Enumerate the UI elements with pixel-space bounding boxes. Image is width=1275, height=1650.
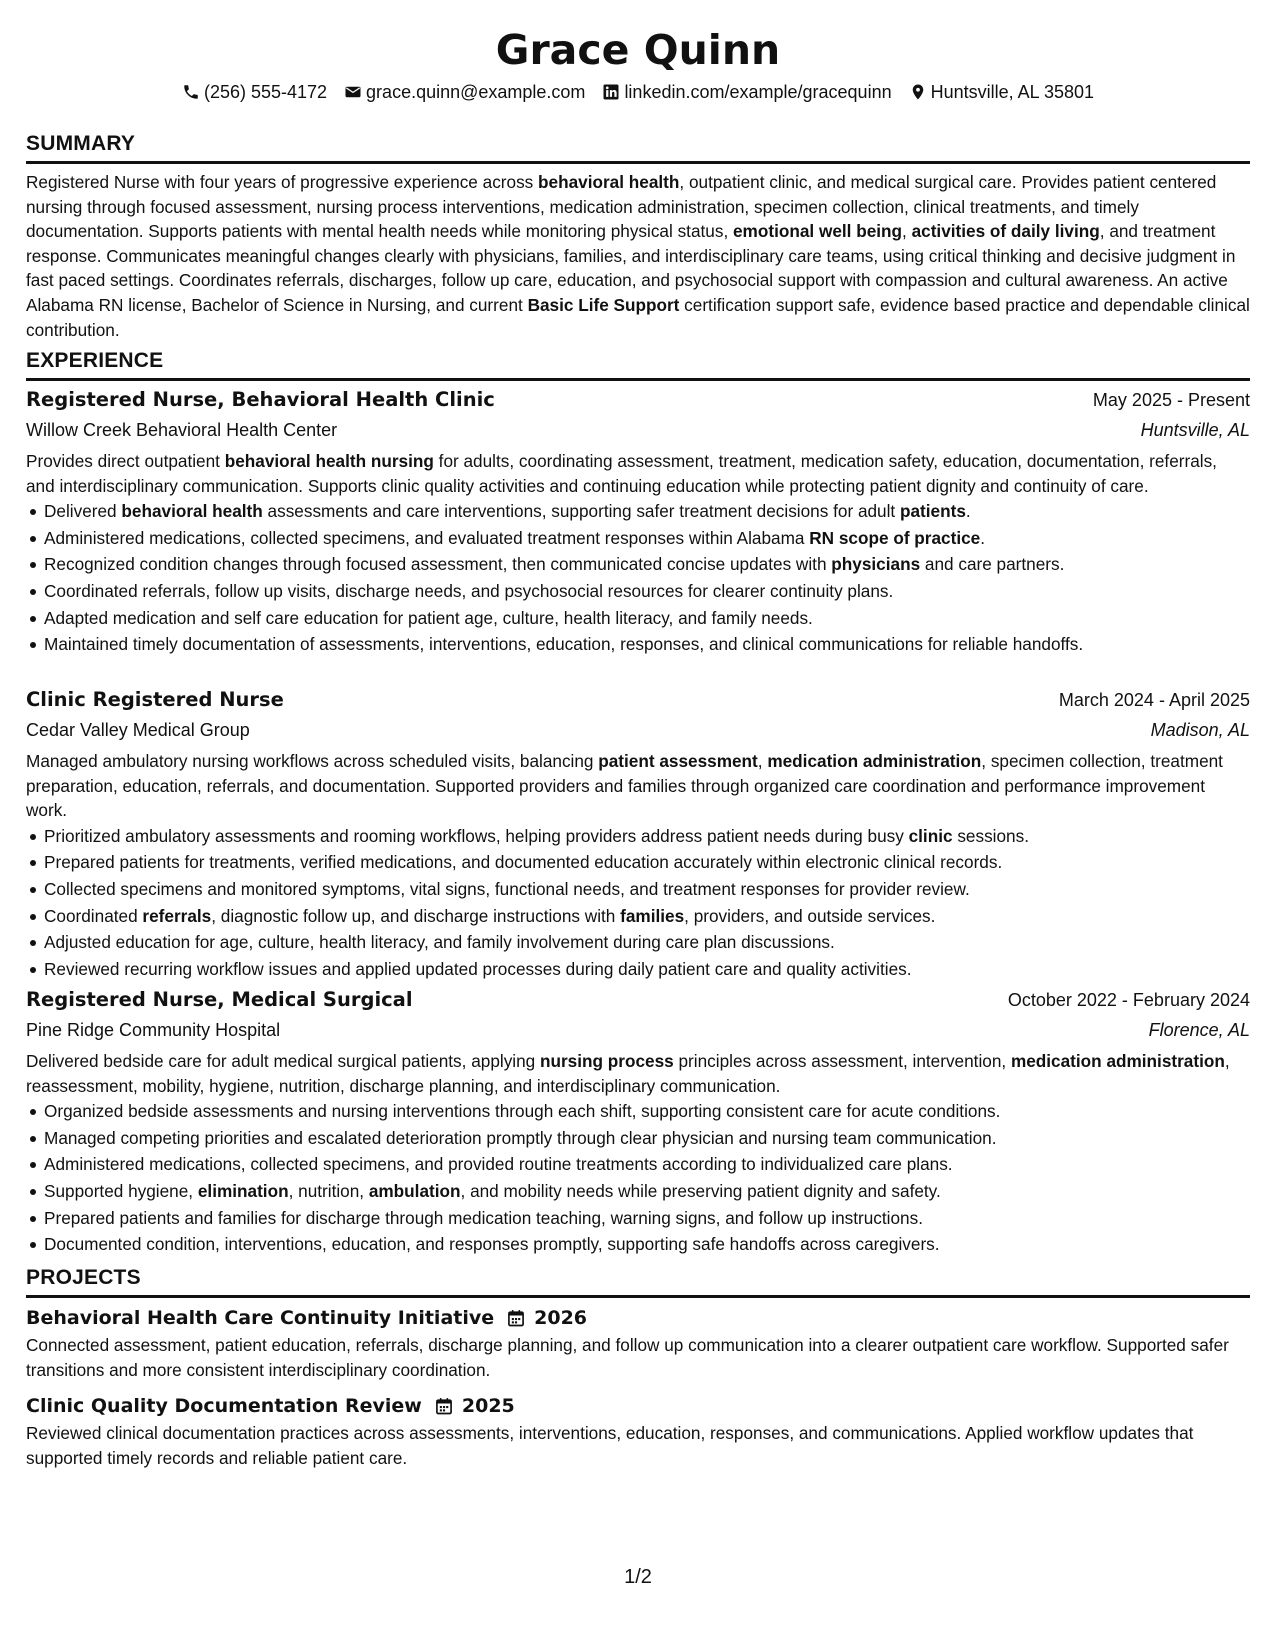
location-text: Huntsville, AL 35801 [930,82,1095,102]
contact-bar [26,78,1250,106]
text-run: Administered medications, collected specimens, and evaluated treatment responses within Alabama [44,527,810,548]
bold-keyword: RN scope of practice [809,527,981,548]
candidate-name: Grace Quinn [495,26,781,74]
job-location: Florence, AL [1148,1020,1250,1040]
text-run: . [965,501,971,522]
text-run: assessments and care interventions, supporting safer treatment decisions for adult [262,501,900,522]
envelope-icon [344,83,362,101]
bullet-item [26,823,1250,850]
bold-keyword: behavioral health nursing [224,451,434,471]
bold-keyword: activities of daily living [911,221,1100,242]
page-number: 1/2 [624,1566,652,1588]
phone-icon [182,83,200,101]
contact-email[interactable] [344,78,585,106]
text-run: Organized bedside assessments and nursing interventions through each shift, supporting consistent care for acute conditions. [44,1101,1001,1122]
text-run: principles across assessment, intervention, [673,1051,1011,1071]
bold-keyword: behavioral health [121,501,263,522]
bold-keyword: clinic [908,825,953,846]
bullet-item [26,956,1250,983]
text-run: Registered Nurse with four years of progressive experience across [26,172,539,192]
section-title-experience: EXPERIENCE [26,349,164,372]
text-run: , reassessment, mobility, hygiene, nutrition, discharge planning, and interdisciplinary communication. [26,1051,1230,1096]
bullet-item [26,498,1250,525]
text-run: Recognized condition changes through focused assessment, then communicated concise updates with [44,554,832,575]
bullet-item [26,1151,1250,1178]
job-description [26,449,1250,498]
project-entry [26,1391,1250,1470]
map-pin-icon [909,83,927,101]
contact-location [909,78,1094,106]
project-entry [26,1303,1250,1382]
bold-keyword: families [620,905,685,926]
bullet-item [26,1231,1250,1258]
job-title: Clinic Registered Nurse [26,688,284,711]
summary-section [26,130,1250,342]
job-bullets [26,498,1250,658]
text-run: sessions. [952,825,1029,846]
bullet-item [26,849,1250,876]
text-run: Managed ambulatory nursing workflows across scheduled visits, balancing [26,751,599,771]
text-run: for adults, coordinating assessment, treatment, medication safety, education, documentation, referrals, and interdisciplinary communication. Supports clinic quality activities and continuing education while protecting patient dignity and continuity of care. [26,451,1217,496]
section-title-summary: SUMMARY [26,132,136,155]
text-run: , providers, and outside services. [684,905,936,926]
bold-keyword: nursing process [540,1051,674,1071]
job-dates: May 2025 - Present [1092,390,1250,410]
bold-keyword: Basic Life Support [527,294,680,315]
text-run: and care partners. [920,554,1065,575]
job-entry [26,684,1250,982]
bold-keyword: medication administration [1010,1051,1225,1071]
calendar-icon [434,1396,454,1416]
job-description [26,749,1250,823]
calendar-icon [506,1308,526,1328]
section-divider [26,161,1250,164]
bold-keyword: patient assessment [598,751,758,771]
project-description: Connected assessment, patient education, referrals, discharge planning, and follow up communication into a clearer outpatient care workflow. Supported safer transitions and more consistent interdisciplinary coordination. [26,1335,1229,1380]
text-run: Provides direct outpatient [26,451,225,471]
project-year: 2025 [461,1395,515,1417]
bullet-item [26,551,1250,578]
phone-text: (256) 555-4172 [203,82,328,102]
text-run: Coordinated [44,905,143,926]
bullet-item [26,1178,1250,1205]
job-dates: March 2024 - April 2025 [1058,690,1250,710]
contact-phone[interactable] [182,78,327,106]
job-bullets [26,823,1250,983]
text-run: , specimen collection, treatment preparation, education, referrals, and documentation. Supported providers and families through organized care coordination and performance improvement work. [26,751,1223,821]
bold-keyword: elimination [197,1180,289,1201]
summary-text [26,170,1250,342]
bullet-item [26,903,1250,930]
text-run: Adapted medication and self care education for patient age, culture, health literacy, and family needs. [44,607,813,628]
text-run: , and treatment response. Communicates meaningful changes clearly with physicians, families, and interdisciplinary care teams, using critical thinking and decisive judgment in fast paced settings. Coordinates referrals, discharges, follow up care, education, and psychosocial support with compassion and cultural awareness. An active Alabama RN license, Bachelor of Science in Nursing, and current [26,221,1236,315]
section-title-projects: PROJECTS [26,1266,141,1289]
linkedin-icon [602,83,620,101]
job-bullets [26,1098,1250,1258]
text-run: , diagnostic follow up, and discharge instructions with [211,905,621,926]
text-run: Documented condition, interventions, education, and responses promptly, supporting safe handoffs across caregivers. [44,1234,940,1255]
bold-keyword: emotional well being [733,221,903,242]
text-run: Delivered bedside care for adult medical surgical patients, applying [26,1051,540,1071]
text-run: Maintained timely documentation of assessments, interventions, education, responses, and clinical communications for reliable handoffs. [44,634,1084,655]
project-title: Behavioral Health Care Continuity Initiative [26,1307,495,1329]
text-run: Managed competing priorities and escalated deterioration promptly through clear physician and nursing team communication. [44,1127,997,1148]
bold-keyword: ambulation [368,1180,461,1201]
text-run: Prepared patients and families for discharge through medication teaching, warning signs, and follow up instructions. [44,1207,923,1228]
text-run: Administered medications, collected specimens, and provided routine treatments according to individualized care plans. [44,1154,953,1175]
bullet-item [26,1205,1250,1232]
bold-keyword: referrals [142,905,212,926]
bullet-item [26,631,1250,658]
job-location: Madison, AL [1150,720,1250,740]
bullet-item [26,929,1250,956]
bullet-item [26,876,1250,903]
bullet-item [26,605,1250,632]
bullet-item [26,578,1250,605]
project-title: Clinic Quality Documentation Review [26,1395,422,1417]
text-run: Prepared patients for treatments, verified medications, and documented education accurately within electronic clinical records. [44,852,1003,873]
text-run: Adjusted education for age, culture, health literacy, and family involvement during care plan discussions. [44,932,835,953]
project-year: 2026 [534,1307,588,1329]
text-run: , [902,221,912,242]
contact-linkedin[interactable] [602,78,891,106]
job-title: Registered Nurse, Behavioral Health Clinic [26,388,495,411]
job-entry [26,984,1250,1258]
text-run: , [757,751,768,771]
bold-keyword: patients [900,501,966,522]
text-run: Delivered [44,501,122,522]
job-company: Pine Ridge Community Hospital [26,1020,281,1040]
bold-keyword: medication administration [767,751,982,771]
bullet-item [26,1125,1250,1152]
text-run: Collected specimens and monitored symptoms, vital signs, functional needs, and treatment responses for provider review. [44,878,970,899]
project-description: Reviewed clinical documentation practices across assessments, interventions, education, responses, and communications. Applied workflow updates that supported timely records and reliable patient care. [26,1423,1194,1468]
text-run: Coordinated referrals, follow up visits, discharge needs, and psychosocial resources for clearer continuity plans. [44,580,894,601]
text-run: , nutrition, [288,1180,369,1201]
bold-keyword: behavioral health [538,172,680,192]
experience-section [26,347,1250,381]
job-entry [26,384,1250,658]
job-dates: October 2022 - February 2024 [1007,990,1250,1010]
section-divider [26,378,1250,381]
job-description [26,1049,1250,1098]
resume-page [26,0,1250,1650]
text-run: , outpatient clinic, and medical surgical care. Provides patient centered nursing through focused assessment, nursing process interventions, medication administration, specimen collection, clinical treatments, and timely documentation. Supports patients with mental health needs while monitoring physical status, [26,172,1217,242]
linkedin-text: linkedin.com/example/gracequinn [624,82,892,102]
bold-keyword: physicians [831,554,921,575]
text-run: certification support safe, evidence based practice and dependable clinical contribution. [26,294,1250,340]
job-title: Registered Nurse, Medical Surgical [26,988,413,1011]
email-text: grace.quinn@example.com [366,82,586,102]
text-run: Prioritized ambulatory assessments and rooming workflows, helping providers address patient needs during busy [44,825,909,846]
bullet-item [26,1098,1250,1125]
text-run: , and mobility needs while preserving patient dignity and safety. [460,1180,941,1201]
text-run: . [980,527,986,548]
job-company: Cedar Valley Medical Group [26,720,250,740]
text-run: Supported hygiene, [44,1180,198,1201]
job-location: Huntsville, AL [1140,420,1250,440]
projects-section [26,1264,1250,1298]
section-divider [26,1295,1250,1298]
text-run: Reviewed recurring workflow issues and applied updated processes during daily patient care and quality activities. [44,958,912,979]
job-company: Willow Creek Behavioral Health Center [26,420,338,440]
bullet-item [26,525,1250,552]
